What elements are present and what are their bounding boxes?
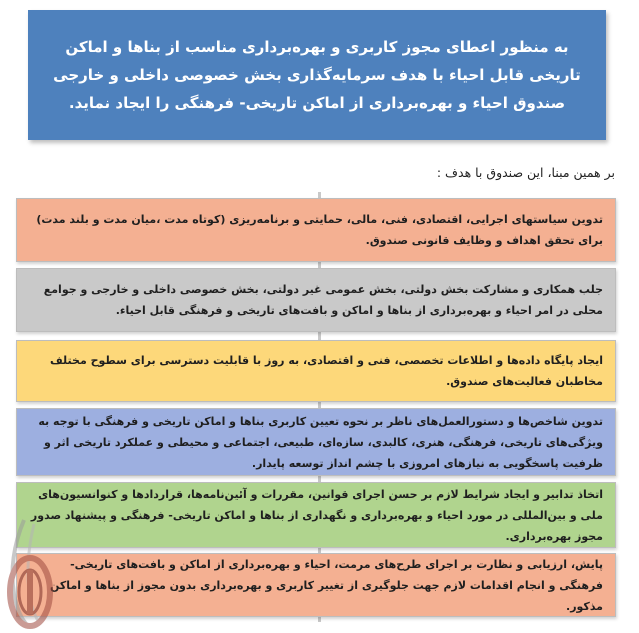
goal-item-4 (16, 408, 616, 476)
goal-item-2 (16, 268, 616, 332)
goal-item-6-text: پایش، ارزیابی و نظارت بر اجرای طرح‌های مرمت، احیاء و بهره‌برداری از اماکن و بافت‌های تاریخی- فرهنگی و انجام اقدامات لازم جهت جلوگیری از تغییر کاربری و بهره‌برداری بدون مجوز از بناها و اماکن مذکور. (50, 557, 603, 613)
intro-text: بر همین مبنا، این صندوق با هدف : (436, 165, 615, 180)
header-banner (28, 10, 606, 140)
goal-item-5 (16, 482, 616, 548)
goal-item-2-text: جلب همکاری و مشارکت بخش دولتی، بخش عمومی غیر دولتی، بخش خصوصی داخلی و خارجی و جوامع محلی در امر احیاء و بهره‌برداری از بناها و اماکن و بافت‌های تاریخی و فرهنگی قابل احیاء. (43, 283, 603, 317)
goal-item-3-text: ایجاد پایگاه داده‌ها و اطلاعات تخصصی، فنی و اقتصادی، به روز با قابلیت دسترسی برای سطوح مختلف مخاطبان فعالیت‌های صندوق. (49, 354, 603, 388)
goal-item-5-text: اتخاذ تدابیر و ایجاد شرایط لازم بر حسن اجرای قوانین، مقررات و آئین‌نامه‌ها، قراردادها و کنوانسیون‌های ملی و بین‌المللی در مورد احیاء و بهره‌برداری و نگهداری از بناها و اماکن تاریخی- فرهنگی و پیشنهاد صدور مجوز بهره‌برداری. (30, 487, 603, 543)
goal-item-4-text: تدوین شاخص‌ها و دستورالعمل‌های ناظر بر نحوه تعیین کاربری بناها و اماکن تاریخی و فرهنگی با توجه به ویژگی‌های تاریخی، فرهنگی، هنری، کالبدی، سازه‌ای، طبیعی، اجتماعی و محیطی و عملکرد تاریخی اثر و ظرفیت پاسخگویی به نیازهای امروزی با چشم انداز توسعه پایدار. (38, 414, 603, 470)
header-text: به منظور اعطای مجوز کاربری و بهره‌برداری مناسب از بناها و اماکن تاریخی قابل احیاء با هدف سرمایه‌گذاری بخش خصوصی داخلی و خارجی صندوق احیاء و بهره‌برداری از اماکن تاریخی- فرهنگی را ایجاد نماید. (53, 38, 581, 112)
goal-item-1 (16, 198, 616, 262)
goal-item-1-text: تدوین سیاستهای اجرایی، اقتصادی، فنی، مالی، حمایتی و برنامه‌ریزی (کوتاه مدت ،میان مدت و بلند مدت) برای تحقق اهداف و وظایف قانونی صندوق. (36, 213, 603, 247)
goal-item-6 (16, 553, 616, 617)
goal-item-3 (16, 340, 616, 402)
